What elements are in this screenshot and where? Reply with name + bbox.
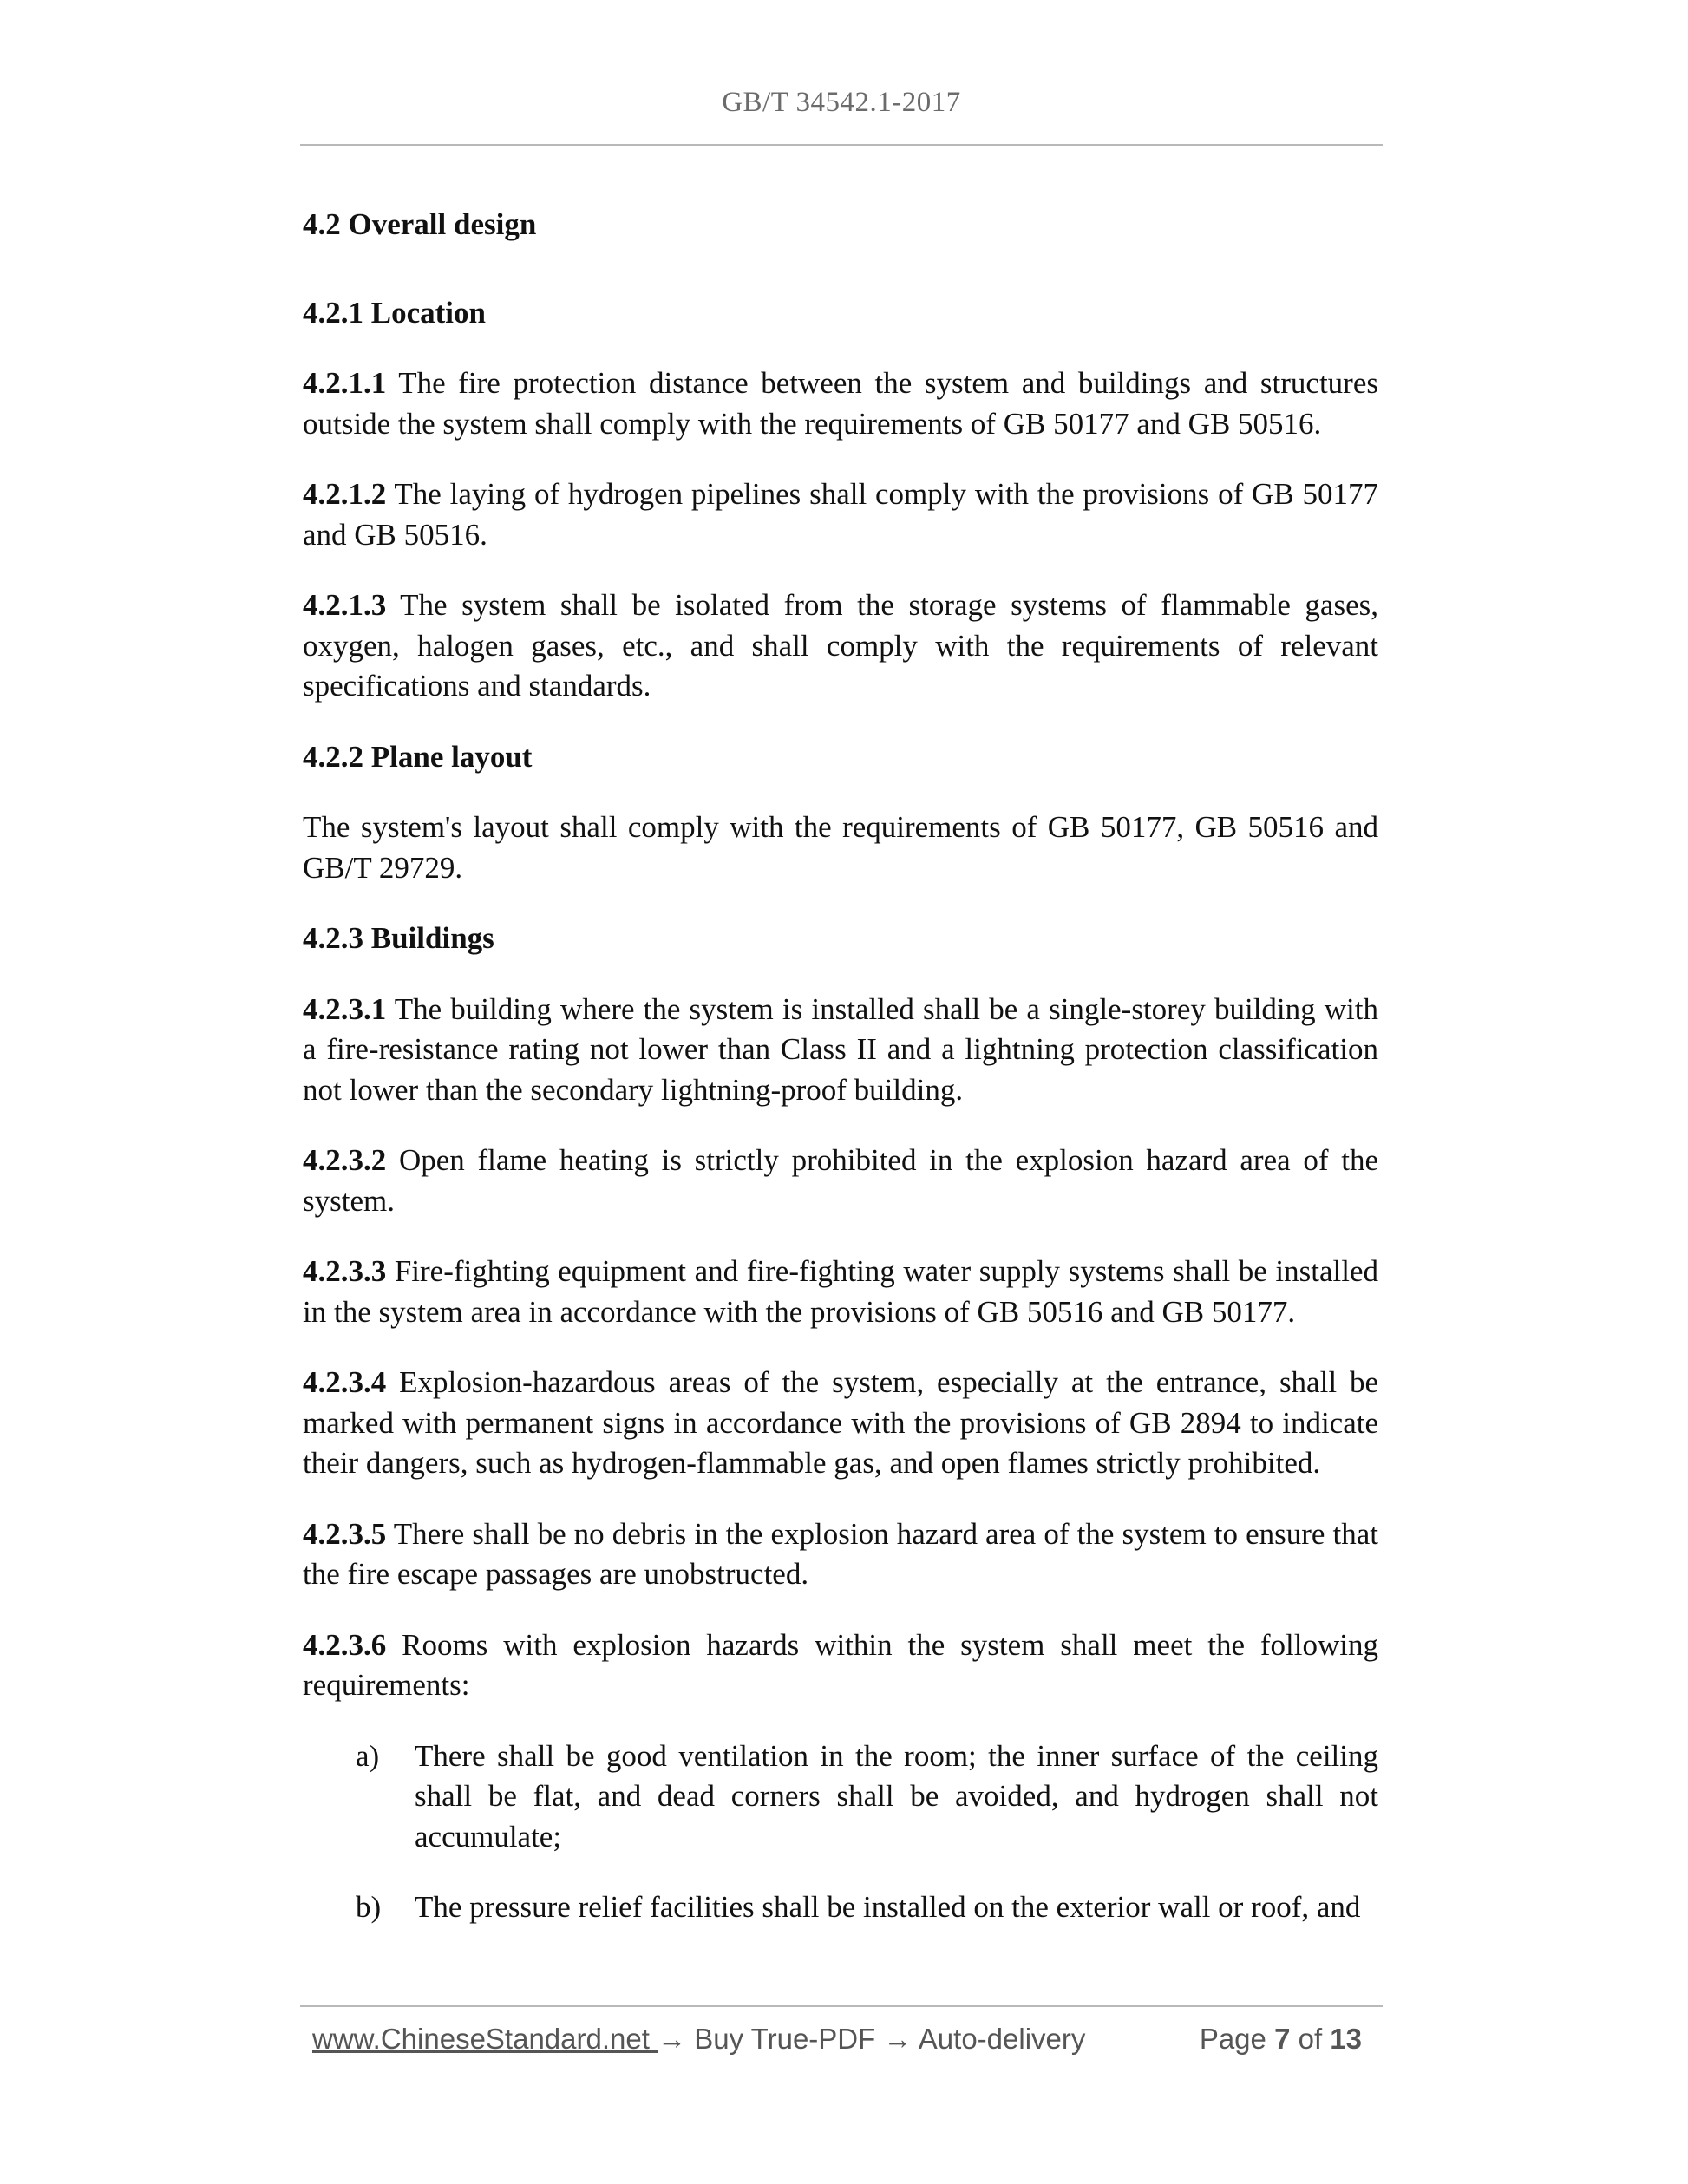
section-heading-4-2: 4.2 Overall design bbox=[303, 207, 537, 241]
page-header: GB/T 34542.1-2017 bbox=[722, 87, 961, 118]
buy-true-pdf-text: Buy True-PDF bbox=[686, 2023, 884, 2055]
clause-number: 4.2.3.2 bbox=[303, 1143, 387, 1177]
arrow-right-icon: → bbox=[658, 2023, 687, 2055]
clause-number: 4.2.1.2 bbox=[303, 477, 387, 511]
clause-number: 4.2.3.5 bbox=[303, 1516, 387, 1551]
clause-4-2-1-3 bbox=[303, 585, 1378, 707]
clause-text: There shall be no debris in the explosion hazard area of the system to ensure that the fire escape passages are unobstructed. bbox=[303, 1516, 1378, 1591]
subsection-heading-4-2-2: 4.2.2 Plane layout bbox=[303, 739, 533, 774]
list-marker: b) bbox=[356, 1890, 382, 1924]
of-label: of bbox=[1290, 2023, 1331, 2055]
page-indicator bbox=[1200, 2023, 1362, 2056]
clause-number: 4.2.1.1 bbox=[303, 366, 387, 400]
footer-divider bbox=[300, 2005, 1383, 2007]
subsection-heading-4-2-3: 4.2.3 Buildings bbox=[303, 921, 494, 955]
page-body bbox=[303, 205, 1378, 1958]
clause-4-2-3-3 bbox=[303, 1252, 1378, 1332]
clause-number: 4.2.3.1 bbox=[303, 991, 387, 1026]
clause-text: The system shall be isolated from the storage systems of flammable gases, oxygen, halogen gases, etc., and shall comply with the requirements of relevant specifications and standards. bbox=[303, 588, 1378, 703]
clause-number: 4.2.1.3 bbox=[303, 588, 387, 622]
clause-4-2-1-2 bbox=[303, 474, 1378, 555]
page-footer bbox=[312, 2023, 1371, 2056]
clause-text: Fire-fighting equipment and fire-fighting water supply systems shall be installed in the system area in accordance with the provisions of GB 50516 and GB 50177. bbox=[303, 1254, 1378, 1329]
clause-4-2-1-1 bbox=[303, 363, 1378, 444]
clause-4-2-3-4 bbox=[303, 1363, 1378, 1484]
arrow-right-icon: → bbox=[883, 2023, 913, 2055]
clause-text: Rooms with explosion hazards within the system shall meet the following requirements: bbox=[303, 1627, 1378, 1702]
clause-4-2-3-6 bbox=[303, 1625, 1378, 1706]
plane-layout-paragraph: The system's layout shall comply with the requirements of GB 50177, GB 50516 and GB/T 29729. bbox=[303, 810, 1378, 885]
page-label: Page bbox=[1199, 2023, 1275, 2055]
auto-delivery-text: Auto-delivery bbox=[912, 2023, 1086, 2055]
subsection-heading-4-2-1: 4.2.1 Location bbox=[303, 295, 486, 330]
clause-text: The fire protection distance between the system and buildings and structures outside the system shall comply with the requirements of GB 50177 and GB 50516. bbox=[303, 366, 1378, 441]
clause-text: The building where the system is installed shall be a single-storey building with a fire-resistance rating not lower than Class II and a lightning protection classification not lower than the secondary lightning-proof building. bbox=[303, 991, 1378, 1107]
clause-4-2-3-5 bbox=[303, 1514, 1378, 1595]
clause-4-2-3-1 bbox=[303, 990, 1378, 1111]
clause-number: 4.2.3.4 bbox=[303, 1365, 387, 1399]
total-pages-number: 13 bbox=[1330, 2023, 1362, 2055]
clause-text: The laying of hydrogen pipelines shall comply with the provisions of GB 50177 and GB 50516. bbox=[303, 477, 1378, 552]
header-divider bbox=[300, 144, 1383, 146]
clause-text: Open flame heating is strictly prohibited in the explosion hazard area of the system. bbox=[303, 1143, 1378, 1218]
list-item-text: The pressure relief facilities shall be installed on the exterior wall or roof, and bbox=[415, 1890, 1361, 1924]
clause-text: Explosion-hazardous areas of the system, especially at the entrance, shall be marked with permanent signs in accordance with the provisions of GB 2894 to indicate their dangers, such as hydrogen-flammable gas, and open flames strictly prohibited. bbox=[303, 1365, 1378, 1480]
clause-number: 4.2.3.6 bbox=[303, 1627, 387, 1662]
list-item bbox=[303, 1736, 1378, 1858]
clause-number: 4.2.3.3 bbox=[303, 1254, 387, 1288]
list-item bbox=[303, 1887, 1378, 1928]
clause-4-2-3-2 bbox=[303, 1141, 1378, 1221]
website-link[interactable]: www.ChineseStandard.net bbox=[312, 2023, 658, 2055]
list-item-text: There shall be good ventilation in the room; the inner surface of the ceiling shall be flat, and dead corners shall be avoided, and hydrogen shall not accumulate; bbox=[415, 1738, 1378, 1854]
list-marker: a) bbox=[356, 1738, 380, 1773]
current-page-number: 7 bbox=[1274, 2023, 1291, 2055]
